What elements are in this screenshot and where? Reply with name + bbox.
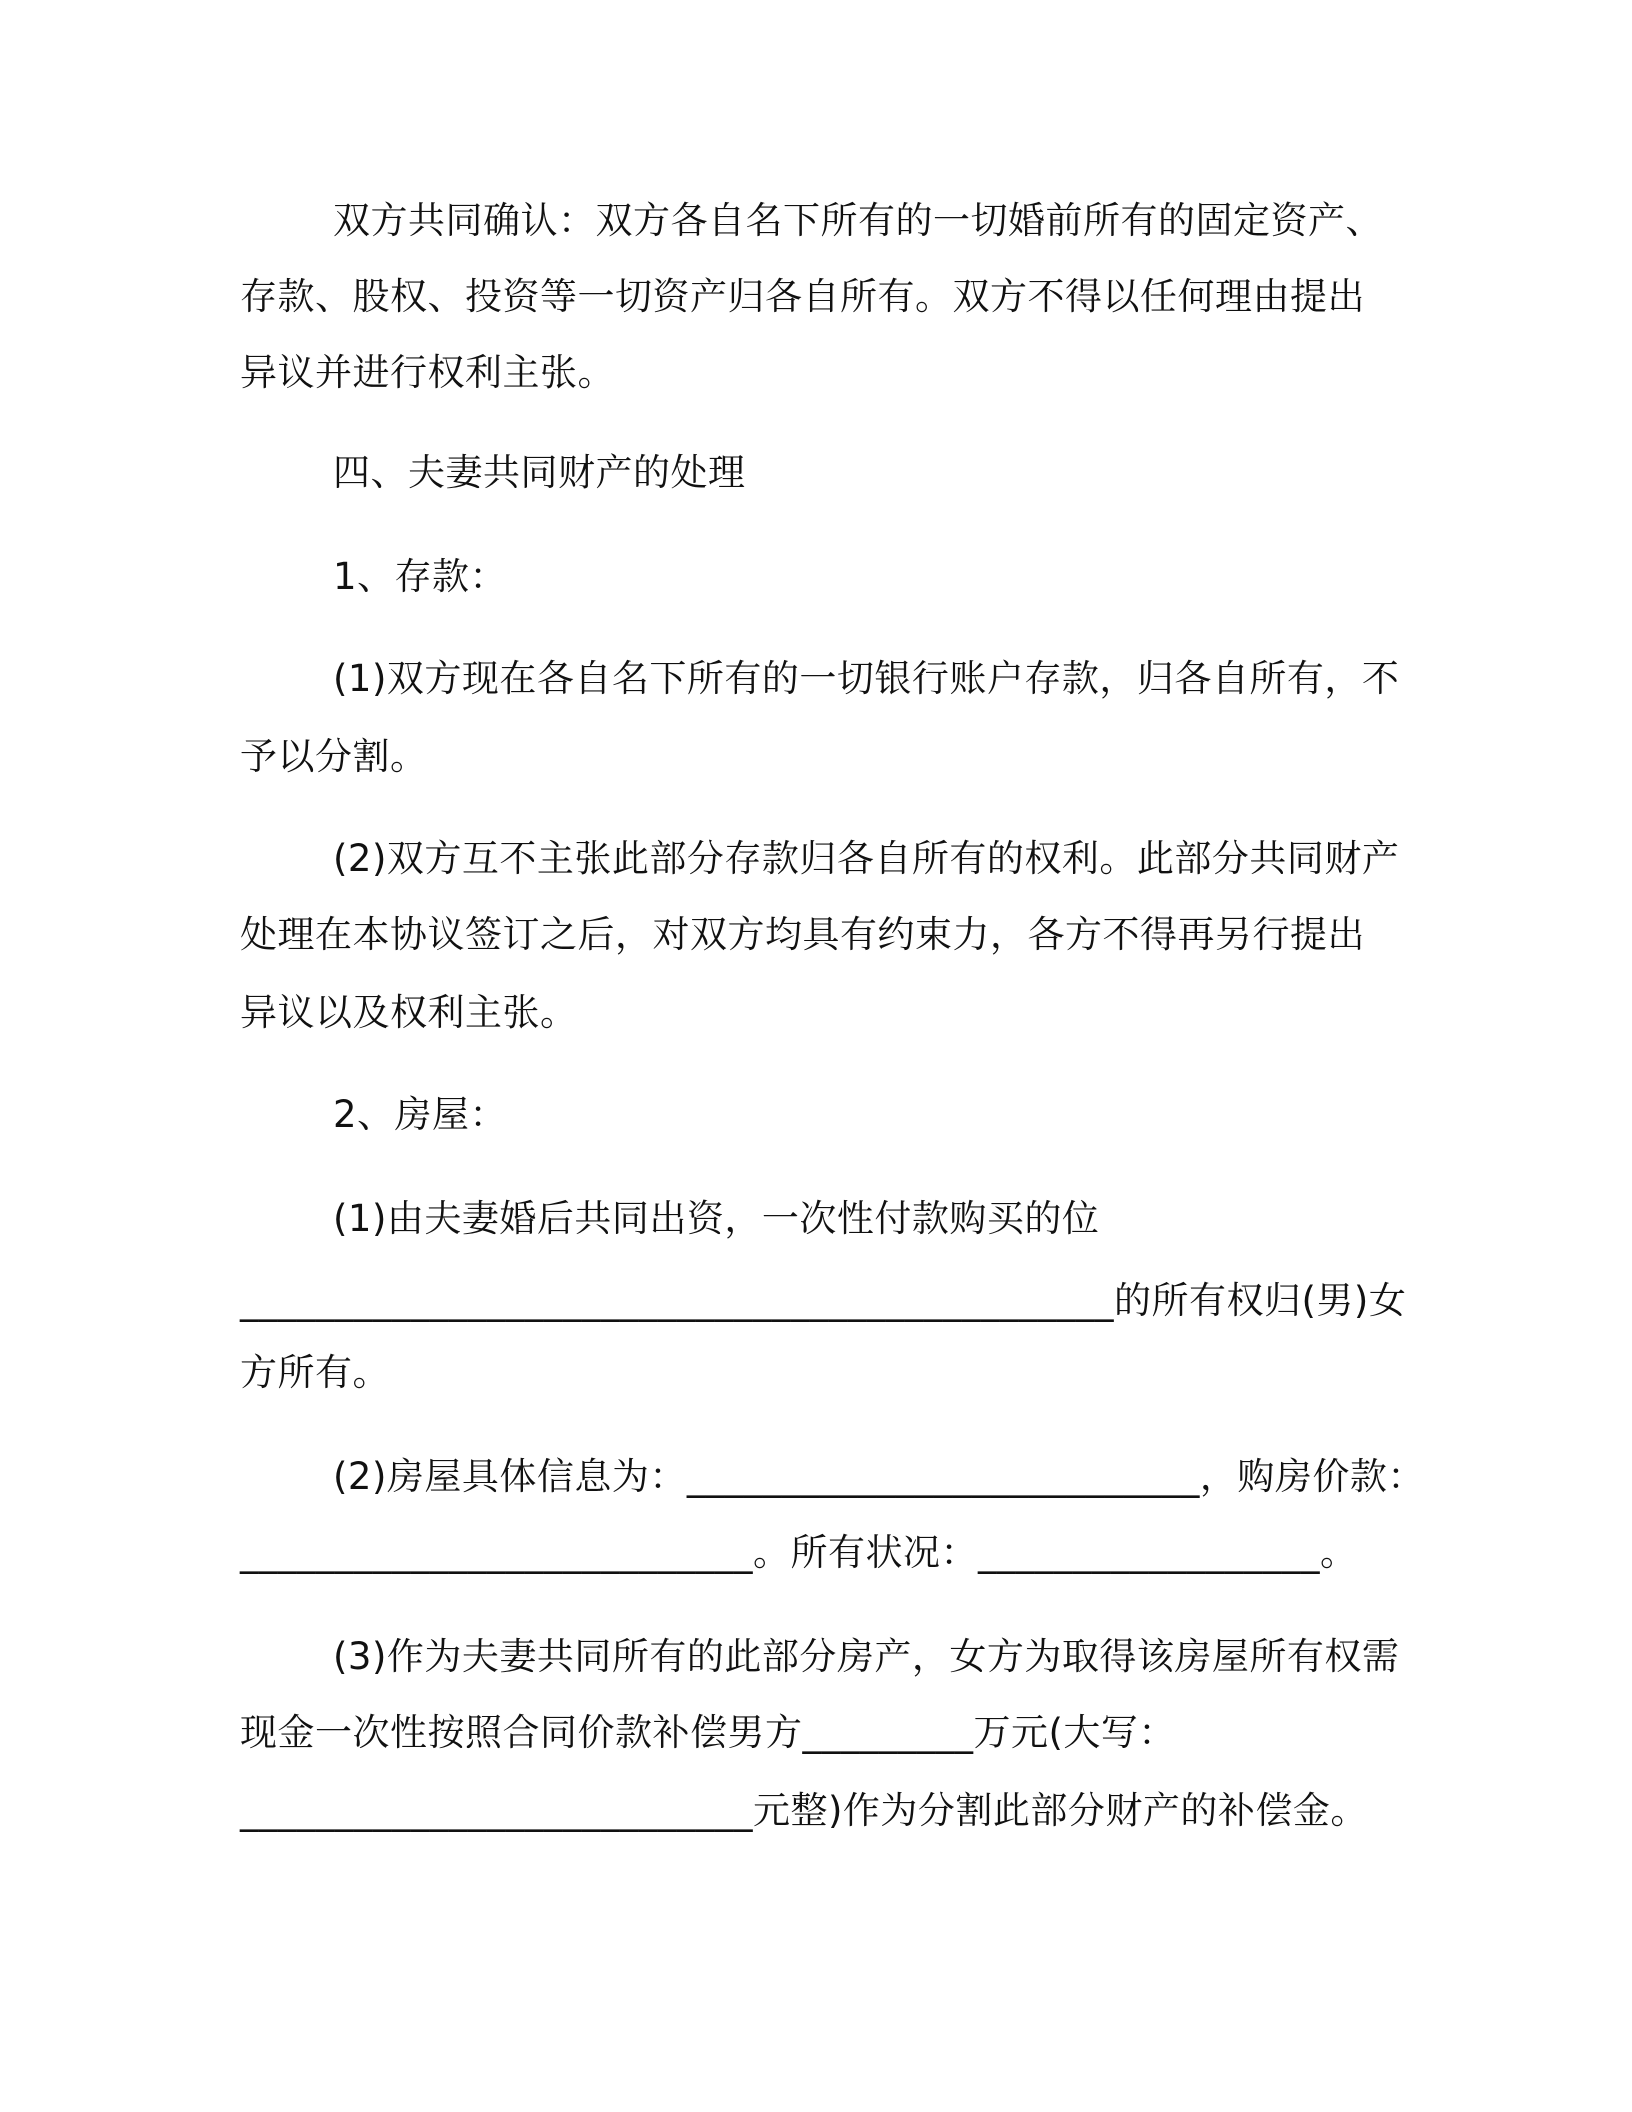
paragraph-line: 异议并进行权利主张。: [240, 351, 615, 394]
paragraph-line: 异议以及权利主张。: [240, 991, 578, 1034]
section-heading: 四、夫妻共同财产的处理: [333, 451, 746, 494]
paragraph-line: (3)作为夫妻共同所有的此部分房产，女方为取得该房屋所有权需: [333, 1635, 1400, 1678]
subsection-heading: 1、存款：: [333, 555, 508, 598]
fill-in-line: 现金一次性按照合同价款补偿男方_________万元(大写：: [240, 1711, 1176, 1754]
paragraph-line: 处理在本协议签订之后，对双方均具有约束力，各方不得再另行提出: [240, 913, 1365, 956]
paragraph-line: 方所有。: [240, 1351, 390, 1394]
paragraph-line: 双方共同确认：双方各自名下所有的一切婚前所有的固定资产、: [333, 199, 1383, 242]
paragraph-line: 予以分割。: [240, 735, 428, 778]
fill-in-line: ______________________________________________的所有权归(男)女: [240, 1279, 1407, 1322]
paragraph-line: (2)双方互不主张此部分存款归各自所有的权利。此部分共同财产: [333, 837, 1400, 880]
paragraph-line: (1)由夫妻婚后共同出资，一次性付款购买的位: [333, 1197, 1100, 1240]
subsection-heading: 2、房屋：: [333, 1093, 508, 1136]
fill-in-line: ___________________________元整)作为分割此部分财产的补偿金。: [240, 1789, 1368, 1832]
fill-in-line: (2)房屋具体信息为：___________________________，购房价款：: [333, 1455, 1425, 1498]
fill-in-line: ___________________________。所有状况：__________________。: [240, 1531, 1358, 1574]
paragraph-line: 存款、股权、投资等一切资产归各自所有。双方不得以任何理由提出: [240, 275, 1365, 318]
paragraph-line: (1)双方现在各自名下所有的一切银行账户存款，归各自所有，不: [333, 657, 1400, 700]
